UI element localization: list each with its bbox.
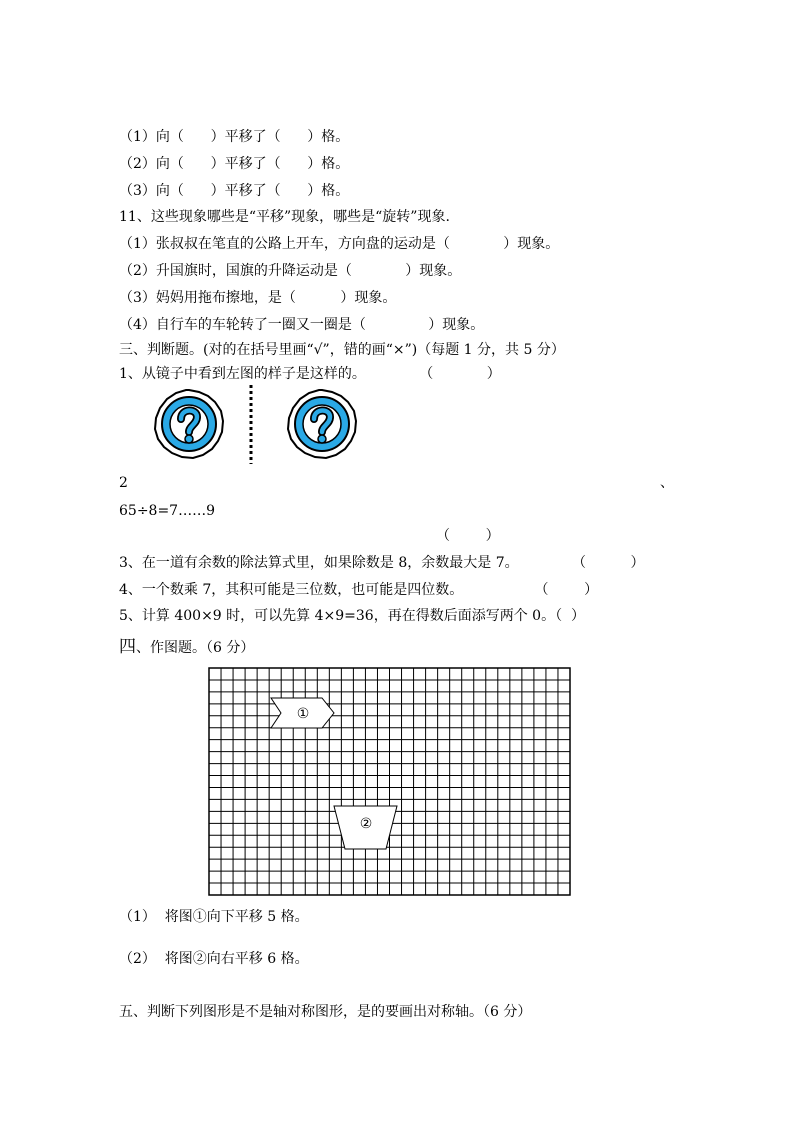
translate-item-1: （1）向（ ）平移了（ ）格。 <box>119 129 350 145</box>
q11-title: 11、这些现象哪些是“平移”现象，哪些是“旋转”现象. <box>119 209 450 225</box>
section3-q1: 1、从镜子中看到左图的样子是这样的。 （ ） <box>119 366 501 382</box>
q11-item-3: （3）妈妈用拖布擦地，是（ ）现象。 <box>119 290 397 306</box>
section3-q2-text: 65÷8=7……9 <box>119 503 215 519</box>
section5-heading: 五、判断下列图形是不是轴对称图形，是的要画出对称轴。（6 分） <box>119 1004 532 1020</box>
section3-q3: 3、在一道有余数的除法算式里，如果除数是 8，余数最大是 7。 （ ） <box>119 555 645 571</box>
section3-q2-paren: （ ） <box>436 528 500 544</box>
section3-q2-mark: 、 <box>660 475 674 491</box>
section3-q2-number: 2 <box>119 475 128 491</box>
section3-q5: 5、计算 400×9 时，可以先算 4×9=36，再在得数后面添写两个 0。（ ） <box>119 608 585 624</box>
q11-item-1: （1）张叔叔在笔直的公路上开车，方向盘的运动是（ ）现象。 <box>119 236 560 252</box>
shape-1-label: ① <box>296 706 310 722</box>
translate-item-3: （3）向（ ）平移了（ ）格。 <box>119 183 350 199</box>
q11-item-2: （2）升国旗时，国旗的升降运动是（ ）现象。 <box>119 263 462 279</box>
q11-item-4: （4）自行车的车轮转了一圈又一圈是（ ）现象。 <box>119 317 485 333</box>
section4-heading-big: 四 <box>119 637 136 657</box>
shape-2-label: ② <box>359 816 373 832</box>
section4-heading-rest: 、作图题。（6 分） <box>136 640 255 656</box>
section3-heading: 三、判断题。(对的在括号里画“√”，错的画“×”)（每题 1 分，共 5 分） <box>119 342 565 358</box>
grid <box>209 668 570 895</box>
section4-task-1: （1） 将图①向下平移 5 格。 <box>119 909 309 925</box>
section4-task-2: （2） 将图②向右平移 6 格。 <box>119 951 309 967</box>
translate-item-2: （2）向（ ）平移了（ ）格。 <box>119 156 350 172</box>
section3-q4: 4、一个数乘 7，其积可能是三位数，也可能是四位数。 （ ） <box>119 582 599 598</box>
